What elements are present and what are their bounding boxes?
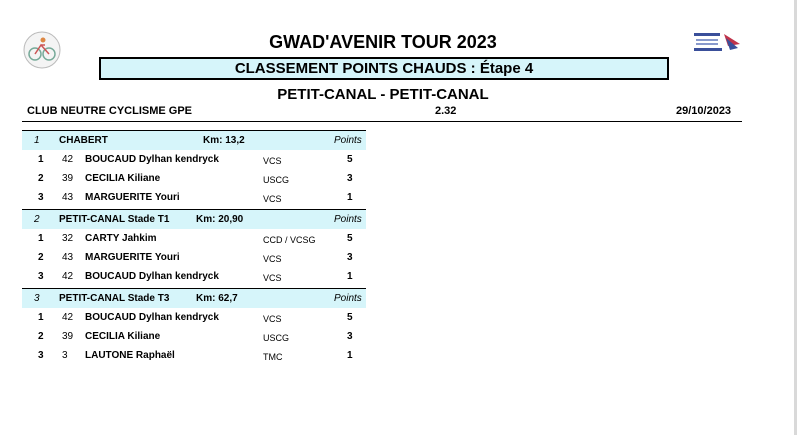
table-row xyxy=(22,327,366,346)
rank: 2 xyxy=(38,173,44,184)
sprint-location: PETIT-CANAL Stade T3 xyxy=(59,293,170,304)
rider-club: USCG xyxy=(263,175,290,185)
sprint-number: 1 xyxy=(34,135,40,146)
points-header: Points xyxy=(334,135,362,146)
rider-name: BOUCAUD Dylhan kendryck xyxy=(85,271,219,282)
bib-number: 42 xyxy=(62,154,74,165)
sprint-location: CHABERT xyxy=(59,135,108,146)
region-logo-icon xyxy=(692,30,744,54)
sprint-location: PETIT-CANAL Stade T1 xyxy=(59,214,170,225)
bib-number: 39 xyxy=(62,331,74,342)
bib-number: 39 xyxy=(62,173,74,184)
rank: 2 xyxy=(38,252,44,263)
sprint-km: Km: 13,2 xyxy=(203,135,245,146)
sprint-km: Km: 20,90 xyxy=(196,214,244,225)
points-header: Points xyxy=(334,293,362,304)
rider-points: 3 xyxy=(347,331,353,342)
rider-name: LAUTONE Raphaël xyxy=(85,350,175,361)
bib-number: 3 xyxy=(62,350,68,361)
cycling-logo-icon xyxy=(22,30,62,70)
stage-route: PETIT-CANAL - PETIT-CANAL xyxy=(277,86,489,103)
bib-number: 42 xyxy=(62,312,74,323)
sprint-number: 3 xyxy=(34,293,40,304)
rider-points: 1 xyxy=(347,350,353,361)
table-row xyxy=(22,308,366,327)
rider-name: CECILIA Kiliane xyxy=(85,331,161,342)
rider-club: USCG xyxy=(263,333,290,343)
rider-club: VCS xyxy=(263,194,282,204)
rider-name: MARGUERITE Youri xyxy=(85,192,180,203)
header-divider xyxy=(22,121,742,122)
rider-points: 5 xyxy=(347,154,353,165)
rank: 3 xyxy=(38,350,44,361)
rank: 1 xyxy=(38,312,44,323)
rank: 2 xyxy=(38,331,44,342)
rider-points: 3 xyxy=(347,173,353,184)
sprint-header xyxy=(22,209,366,229)
rider-name: MARGUERITE Youri xyxy=(85,252,180,263)
sprint-km: Km: 62,7 xyxy=(196,293,238,304)
sprint-number: 2 xyxy=(34,214,40,225)
rank: 3 xyxy=(38,271,44,282)
rank: 3 xyxy=(38,192,44,203)
rider-points: 5 xyxy=(347,233,353,244)
rider-club: VCS xyxy=(263,273,282,283)
stage-distance: 2.32 xyxy=(435,105,457,117)
rider-club: VCS xyxy=(263,156,282,166)
bib-number: 43 xyxy=(62,252,74,263)
rider-name: BOUCAUD Dylhan kendryck xyxy=(85,312,219,323)
sprint-header xyxy=(22,130,366,150)
table-row xyxy=(22,248,366,267)
rider-club: TMC xyxy=(263,352,283,362)
bib-number: 43 xyxy=(62,192,74,203)
bib-number: 32 xyxy=(62,233,74,244)
rank: 1 xyxy=(38,154,44,165)
table-row xyxy=(22,169,366,188)
rider-name: BOUCAUD Dylhan kendryck xyxy=(85,154,219,165)
rider-points: 3 xyxy=(347,252,353,263)
rank: 1 xyxy=(38,233,44,244)
rider-points: 1 xyxy=(347,271,353,282)
classification-title: CLASSEMENT POINTS CHAUDS : Étape 4 xyxy=(99,57,669,80)
points-header: Points xyxy=(334,214,362,225)
sprint-header xyxy=(22,288,366,308)
rider-name: CECILIA Kiliane xyxy=(85,173,161,184)
rider-club: VCS xyxy=(263,314,282,324)
stage-date: 29/10/2023 xyxy=(676,105,732,117)
table-row xyxy=(22,267,366,286)
table-row xyxy=(22,229,366,248)
rider-club: CCD / VCSG xyxy=(263,235,316,245)
page-title: GWAD'AVENIR TOUR 2023 xyxy=(269,32,497,52)
rider-points: 5 xyxy=(347,312,353,323)
bib-number: 42 xyxy=(62,271,74,282)
rider-name: CARTY Jahkim xyxy=(85,233,157,244)
sprint-section xyxy=(22,130,366,207)
table-row xyxy=(22,150,366,169)
table-row xyxy=(22,188,366,207)
table-row xyxy=(22,346,366,365)
page-edge xyxy=(794,0,797,435)
rider-club: VCS xyxy=(263,254,282,264)
sprint-section xyxy=(22,209,366,286)
sprint-section xyxy=(22,288,366,365)
rider-points: 1 xyxy=(347,192,353,203)
organizer-club: CLUB NEUTRE CYCLISME GPE xyxy=(27,105,193,117)
